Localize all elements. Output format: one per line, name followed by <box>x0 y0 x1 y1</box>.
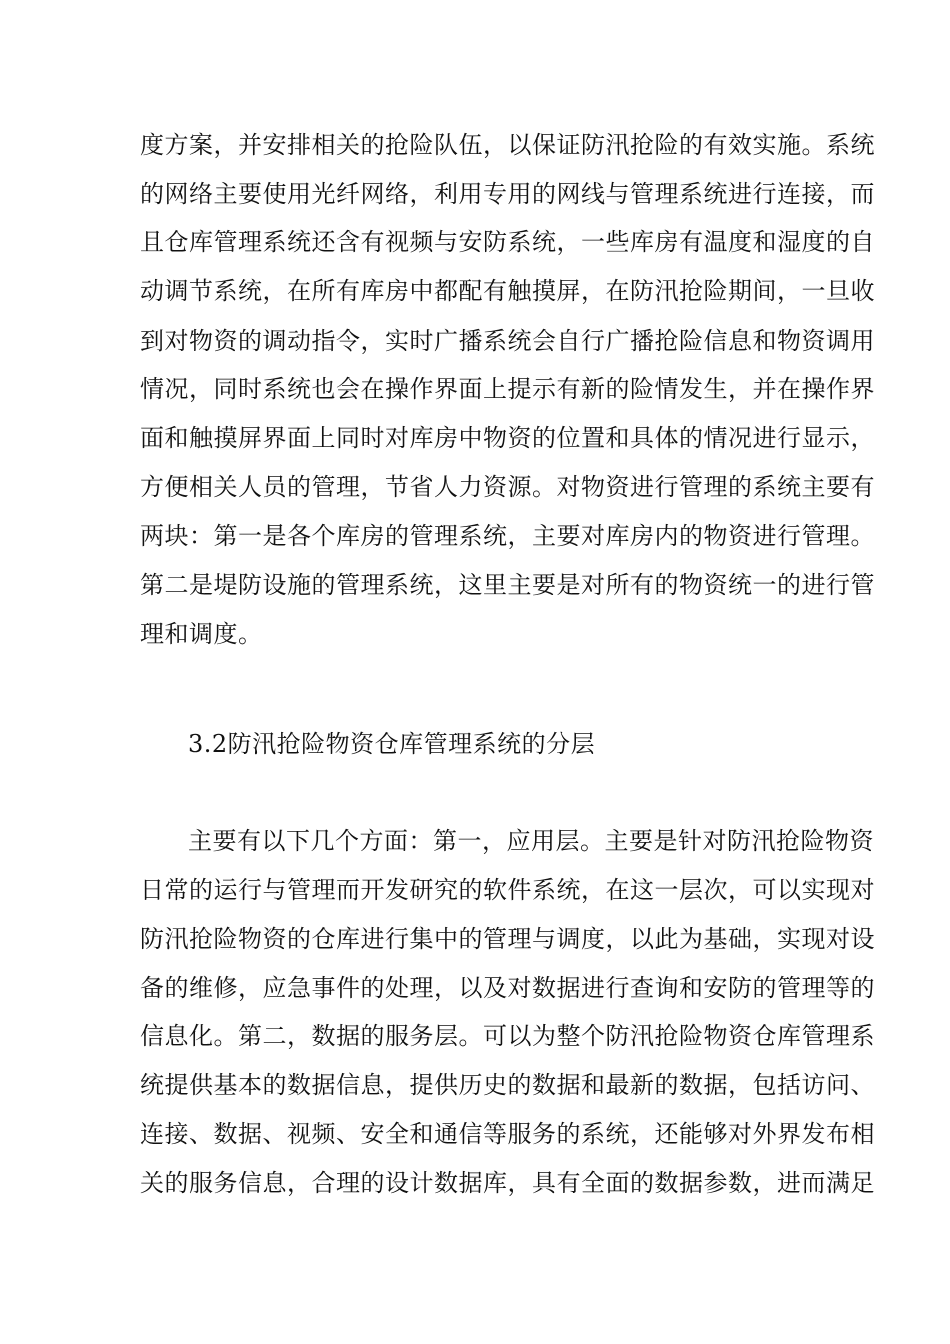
text-line: 动调节系统，在所有库房中都配有触摸屏，在防汛抢险期间，一旦收 <box>140 277 875 305</box>
text-line: 第二是堤防设施的管理系统，这里主要是对所有的物资统一的进行管 <box>140 571 875 599</box>
text-line: 日常的运行与管理而开发研究的软件系统，在这一层次，可以实现对 <box>140 876 875 904</box>
text-line: 度方案，并安排相关的抢险队伍，以保证防汛抢险的有效实施。系统 <box>140 131 875 159</box>
text-line: 面和触摸屏界面上同时对库房中物资的位置和具体的情况进行显示， <box>140 424 875 452</box>
text-line: 的网络主要使用光纤网络，利用专用的网线与管理系统进行连接，而 <box>140 180 875 208</box>
text-line: 且仓库管理系统还含有视频与安防系统，一些库房有温度和湿度的自 <box>140 228 875 256</box>
text-line: 关的服务信息，合理的设计数据库，具有全面的数据参数，进而满足 <box>140 1169 875 1197</box>
text-line: 信息化。第二，数据的服务层。可以为整个防汛抢险物资仓库管理系 <box>140 1022 875 1050</box>
text-line: 连接、数据、视频、安全和通信等服务的系统，还能够对外界发布相 <box>140 1120 875 1148</box>
text-line: 情况，同时系统也会在操作界面上提示有新的险情发生，并在操作界 <box>140 375 875 403</box>
text-line: 主要有以下几个方面：第一，应用层。主要是针对防汛抢险物资 <box>188 827 874 855</box>
text-line: 防汛抢险物资的仓库进行集中的管理与调度，以此为基础，实现对设 <box>140 925 875 953</box>
text-line: 理和调度。 <box>140 620 263 648</box>
section-heading: 3.2防汛抢险物资仓库管理系统的分层 <box>188 730 596 758</box>
text-line: 备的维修，应急事件的处理，以及对数据进行查询和安防的管理等的 <box>140 974 875 1002</box>
text-line: 到对物资的调动指令，实时广播系统会自行广播抢险信息和物资调用 <box>140 327 875 355</box>
text-line: 两块：第一是各个库房的管理系统，主要对库房内的物资进行管理。 <box>140 522 875 550</box>
text-line: 统提供基本的数据信息，提供历史的数据和最新的数据，包括访问、 <box>140 1071 875 1099</box>
text-line: 方便相关人员的管理，节省人力资源。对物资进行管理的系统主要有 <box>140 473 875 501</box>
